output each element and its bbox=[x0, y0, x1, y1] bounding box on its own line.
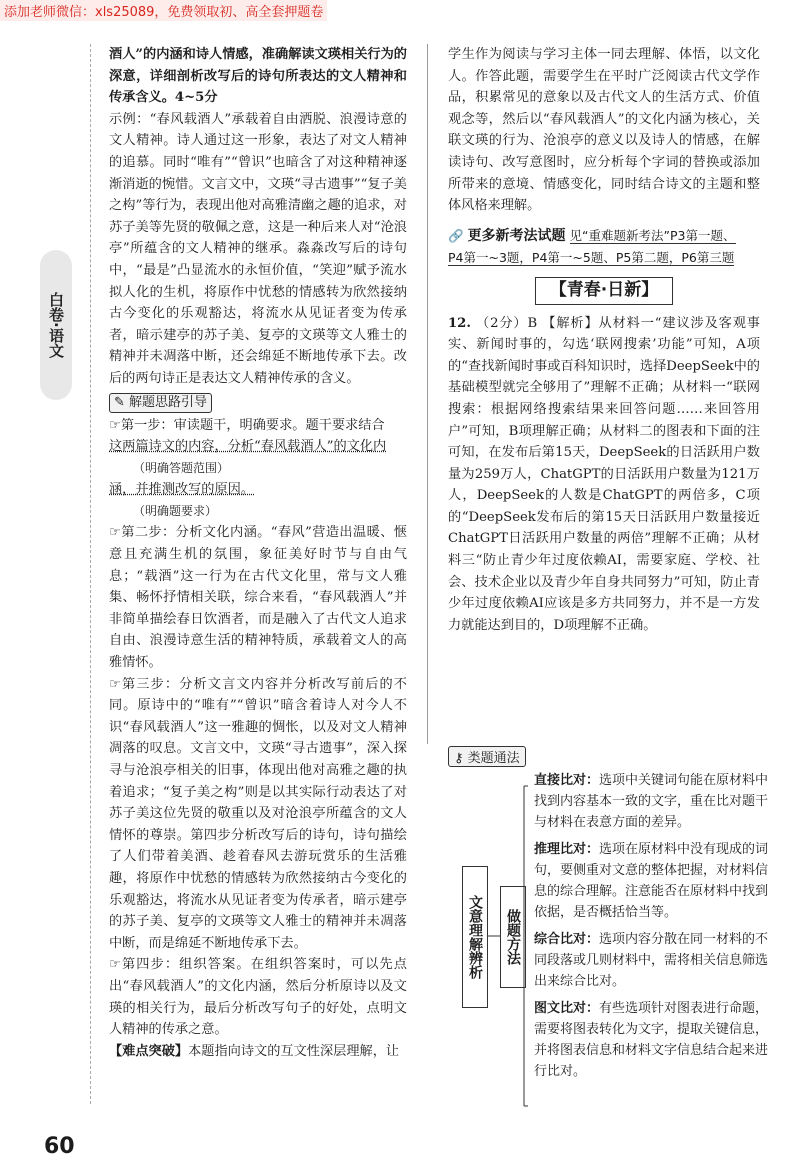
step-2: ☞第二步：分析文化内涵。“春风”营造出温暖、惬意且充满生机的氛围，象征美好时节与自由气息；“载酒”这一行为在古代文化里，常与文人雅集、畅怀抒情相关联，综合来看，“春风载酒人”并非简单描绘春日饮酒者，而是融入了古代文人追求自由、浪漫诗意生活的精神特质，承载着文人的高雅情怀。 bbox=[109, 525, 407, 671]
method-outer-box: 文意理解辨析 bbox=[462, 866, 488, 1008]
promo-banner: 添加老师微信：xls25089，免费领取初、高全套押题卷 bbox=[0, 0, 327, 21]
hand-pointer-icon: ☞ bbox=[109, 525, 121, 541]
hand-pointer-icon: ☞ bbox=[109, 957, 121, 973]
method-panel bbox=[448, 746, 770, 1136]
page-number: 60 bbox=[44, 1134, 75, 1159]
step-3: ☞第三步：分析文言文内容并分析改写前后的不同。原诗中的“唯有”“曾识”暗含着诗人对今人不识“春风载酒人”这一雅趣的惆怅，以及对文人精神凋落的叹息。文言文中，文瑛“寻古遗事”，深入探寻与沧浪亭相关的旧事，体现出他对高雅之趣的执着追求；“复子美之构”则是以其实际行动表达了对苏子美这位先贤的敬重以及对沧浪亭所蕴含的文人情怀的尊崇。第四步分析改写后的诗句，诗句描绘了人们带着美酒、趁着春风去游玩赏乐的生活雅趣，将原作中忧愁的情感转为欣然接纳古今变化的乐观豁达，将流水从见证者变为传承者，暗示建亭的苏子美、复亭的文瑛等文人雅士的精神并未凋落中断，而是绵延不断地传承下去。 bbox=[109, 676, 407, 951]
method-items bbox=[534, 770, 770, 1088]
bracket-lines bbox=[488, 746, 528, 1136]
column-separator bbox=[427, 44, 428, 744]
binding-margin-line bbox=[90, 44, 91, 1104]
edit-icon: ✎ bbox=[114, 394, 125, 410]
right-column bbox=[448, 44, 760, 636]
continued-paragraph: 学生作为阅读与学习主体一同去理解、体悟，以文化人。作答此题，需要学生在平时广泛阅读古代文学作品，积累常见的意象以及古代文人的生活方式、价值观念等，然后以“春风载酒人”的文化内涵为核心，关联文瑛的行为、沧浪亭的意义以及诗人的情感，在解读诗句、改写意图时，应分析每个字词的替换或添加所带来的意境、情感变化，同时结合诗文的主题和整体风格来理解。 bbox=[448, 47, 760, 214]
left-column bbox=[109, 44, 407, 1062]
section-label-solution-guide: ✎ 解题思路引导 bbox=[109, 393, 212, 413]
sample-answer: 示例：“春风载酒人”承载着自由洒脱、浪漫诗意的文人精神。诗人通过这一形象，表达了对文人精神的追慕。同时“唯有”“曾识”也暗含了对这种精神逐渐消逝的惋惜。文言文中，文瑛“寻古遗事”“复子美之构”等行为，表现出他对高雅清幽之趣的追求，对苏子美等先贤的敬佩之意，这是一种后来人对“沧浪亭”所蕴含的文人精神的继承。淼淼改写后的诗句中，“最是”凸显流水的永恒价值，“笑迎”赋予流水拟人化的生机，将原作中忧愁的情感转为欣然接纳古今变化的乐观豁达，将流水从见证者变为传承者，暗示建亭的苏子美、复亭的文瑛等文人雅士的精神并未凋落中断，还会绵延不断地传承下去。改后的两句诗正是表达文人精神传承的含义。 bbox=[109, 111, 407, 386]
scoring-criteria: 酒人”的内涵和诗人情感，准确解读文瑛相关行为的深意，详细剖析改写后的诗句所表达的文人精神和传承含义。4~5分 bbox=[109, 47, 407, 106]
more-questions-ref: 🔗 更多新考法试题 见“重难题新考法”P3第一题、 P4第一~3题，P4第一~5题、P5第二题，P6第三题 bbox=[448, 227, 736, 266]
method-inner-box: 做题方法 bbox=[500, 886, 526, 988]
step-1-note-b: （明确题要求） bbox=[133, 503, 218, 518]
key-icon: ⚷ bbox=[454, 751, 464, 766]
side-tab: 白卷·语文 bbox=[40, 250, 72, 400]
step-1-note-a: （明确答题范围） bbox=[133, 460, 230, 475]
section-banner: 【青春·日新】 bbox=[448, 277, 760, 305]
method-item: 直接比对：选项中关键词句能在原材料中找到内容基本一致的文字，重在比对题干与材料在表意方面的差异。 bbox=[534, 773, 769, 830]
hand-pointer-icon: ☞ bbox=[109, 676, 121, 692]
hand-pointer-icon: ☞ bbox=[109, 417, 121, 433]
question-12: 12. （2分）B 【解析】从材料一“建议涉及客观事实、新闻时事的，勾选‘联网搜索’功能”可知，A项的“查找新闻时事或百科知识时，选择DeepSeek中的基础模型就完全够用了”理解不正确；从材料一“联网搜索：根据网络搜索结果来回答问题……来回答用户”可知，B项理解正确；从材料二的图表和下面的注可知，在发布后第15天，DeepSeek的日活跃用户数量为259万人，ChatGPT的日活跃用户数量为121万人，DeepSeek的人数是ChatGPT的两倍多，C项的“DeepSeek发布后的第15天日活跃用户数量接近ChatGPT日活跃用户数量的两倍”理解不正确；从材料三“防止青少年过度依赖AI，需要家庭、学校、社会、技术企业以及青少年自身共同努力”可知，防止青少年过度依赖AI应该是多方共同努力，并不是一方发力就能达到目的，D项理解不正确。 bbox=[448, 315, 760, 633]
method-item: 图文比对：有些选项针对图表进行命题，需要将图表转化为文字，提取关键信息，并将图表信息和材料文字信息结合起来进行比对。 bbox=[534, 1001, 769, 1079]
method-item: 综合比对：选项内容分散在同一材料的不同段落或几则材料中，需将相关信息筛选出来综合比对。 bbox=[534, 932, 769, 989]
step-1-line-d: 涵，并推测改写的原因。 bbox=[109, 482, 255, 498]
step-1-line-b: 这两篇诗文的内容，分析“春风载酒人”的文化内 bbox=[109, 439, 387, 455]
difficulty-note: 【难点突破】本题指向诗文的互文性深层理解，让 bbox=[109, 1043, 400, 1059]
link-icon: 🔗 bbox=[448, 227, 464, 243]
step-1-line-a: ☞第一步：审读题干，明确要求。题干要求结合 bbox=[109, 417, 385, 433]
method-item: 推理比对：选项在原材料中没有现成的词句，要侧重对文意的整体把握，对材料信息的综合理解。注意能否在原材料中找到依据，是否概括恰当等。 bbox=[534, 842, 769, 920]
step-4: ☞第四步：组织答案。在组织答案时，可以先点出“春风载酒人”的文化内涵，然后分析原诗以及文瑛的相关行为，最后分析改写句子的好处，点明文人精神的传承之意。 bbox=[109, 957, 407, 1038]
method-label: ⚷ 类题通法 bbox=[448, 746, 526, 767]
